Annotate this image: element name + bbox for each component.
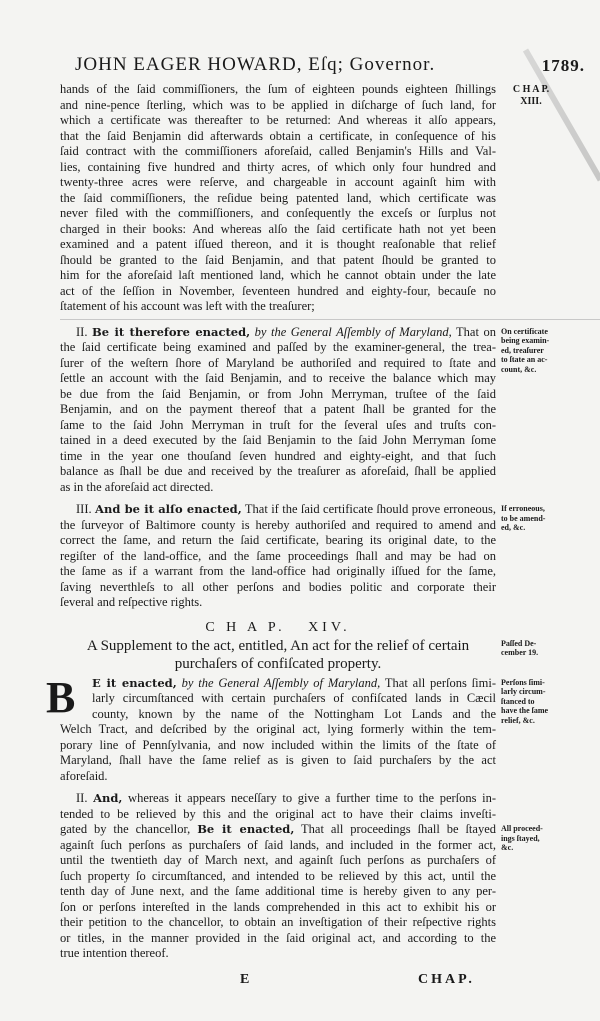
- text-line: porary line of Pennſylvania, and now included within the limits of the ſtate of: [60, 737, 496, 752]
- margin-note-line: to be amend-: [501, 513, 546, 523]
- margin-note-line: count, &c.: [501, 364, 537, 374]
- margin-note-passed: [501, 639, 591, 658]
- chapter-14-head: [60, 619, 539, 673]
- text: gated by the chancellor,: [60, 822, 191, 836]
- signature-mark: E: [240, 971, 253, 987]
- divider: [60, 319, 600, 320]
- text-line: be due from the ſaid Benjamin, or from John Merryman, truſtee of the ſaid: [60, 386, 496, 401]
- text-line: act of the ſeſſion in November, ſeventeen hundred and eighty-four, becauſe no: [60, 283, 496, 298]
- text-line: tained in a deed executed by the ſaid Benjamin to the ſaid John Merryman ſome: [60, 433, 496, 447]
- text-line: ſhould be granted to the ſaid Benjamin, and that patent ſhould be granted to: [60, 252, 496, 267]
- margin-note-line: ed, &c.: [501, 523, 526, 532]
- text-line: ſettle an account with the ſaid Benjamin, and to receive the balance which may: [60, 371, 496, 385]
- text-line: tended to be relieved by this and the original act to have their claims inveſti-: [60, 806, 496, 821]
- text-line: [60, 822, 496, 838]
- text-line: as in the aforeſaid act directed.: [60, 479, 214, 494]
- text: That on: [456, 324, 496, 339]
- text-line: never filed with the commiſſioners, and conſequently the exceſs or ſurplus not: [60, 206, 496, 220]
- margin-note-line: If erroneous,: [501, 504, 545, 513]
- clause-word: And,: [93, 791, 123, 805]
- text-line: againſt ſuch perſons as purchaſers of ſaid lands, and included in the former act,: [60, 837, 496, 852]
- text: whereas it appears neceſſary to give a further time to the perſons in-: [128, 791, 497, 805]
- margin-note-line: being examin-: [501, 336, 550, 345]
- section-number: II.: [76, 791, 88, 805]
- text-line: ſaving neverthleſs to all other perſons and bodies politic and corporate their: [60, 579, 496, 594]
- paragraph-preamble: [60, 82, 550, 315]
- text-line: [60, 791, 496, 807]
- margin-note-line: ed, treaſurer: [501, 345, 544, 355]
- text-line: time in the year one thouſand ſeven hundred and eighty-eight, and that ſuch: [60, 448, 496, 463]
- margin-note-line: &c.: [501, 843, 514, 852]
- text-line: ſon or perſons intereſted in the lands comprehended in this act to exhibit his or: [60, 899, 496, 914]
- enacting-clause: Be it enacted,: [197, 822, 295, 836]
- text-line: their petition to the chancellor, to obtain an inveſtigation of their reſpective rights: [60, 915, 496, 929]
- text-line: examined and a patent iſſued thereon, and it is thought reaſonable that relief: [60, 237, 496, 251]
- margin-note-proceedings: [501, 824, 591, 853]
- text-line: twenty-three acres were reſerve, and chargeable in account againſt him with: [60, 175, 496, 189]
- text-line: ſuch property ſo circumſtanced, and intended to be relieved by this act, until the: [60, 868, 496, 883]
- text-line: Benjamin, and on the payment thereof that a patent ſhall be granted for the: [60, 402, 496, 416]
- text-line: and nine-pence ſterling, which was to be applied in diſcharge of ſuch land, for: [60, 97, 496, 112]
- page-body: [46, 82, 550, 992]
- text-line: ſurer of the weſtern ſhore of Maryland be authoriſed and required to ſtate and: [60, 355, 496, 370]
- margin-note-line: ings ſtayed,: [501, 833, 540, 843]
- text: That all perſons ſimi-: [384, 675, 496, 690]
- section-number: II.: [76, 324, 88, 339]
- text-line: lies, containing five hundred and thirty acres, of which only four hundred and: [60, 159, 496, 174]
- margin-chap-13: [501, 84, 561, 108]
- text-line: county, known by the name of the Nottingham Lot Lands and the: [92, 706, 496, 721]
- text-line: hands of the ſaid commiſſioners, the ſum of eighteen pounds eighteen ſhillings: [60, 82, 496, 96]
- text-line: larly circumſtanced with certain purchaſers of confiſcated lands in Cæcil: [92, 691, 496, 705]
- margin-note-line: Perſons ſimi-: [501, 677, 545, 687]
- text-line: ſtatement of his account was left with the treaſurer;: [60, 299, 315, 313]
- margin-note-certificate: [501, 327, 591, 375]
- section-2: [60, 324, 550, 496]
- text-line: ſeveral and reſpective rights.: [60, 595, 203, 609]
- text-line: correct the ſame, and return the ſaid certificate, bearing its original date, to the: [60, 533, 496, 547]
- section-3-first-line: [60, 502, 496, 518]
- spacer: [60, 495, 496, 502]
- enacting-clause: Be it therefore enacted,: [92, 324, 251, 339]
- page-footer: [60, 972, 496, 992]
- text-line: Welch Tract, and deſcribed by the original act, lying formerly within the tem-: [60, 722, 496, 736]
- text-line: regiſter of the land-office, and the ſame proceedings ſhall and may be had on: [60, 548, 496, 563]
- margin-note-line: relief, &c.: [501, 715, 535, 725]
- text-line: true intention thereof.: [60, 946, 169, 960]
- section-number: III.: [76, 502, 92, 516]
- section-3: [60, 502, 546, 611]
- enacting-clause: And be it alſo enacted,: [95, 502, 242, 516]
- margin-note-line: have the ſame: [501, 706, 549, 715]
- chapter-title-line: A Supplement to the act, entitled, An act for the relief of certain: [86, 637, 470, 654]
- chapter-title: [60, 637, 496, 673]
- text-line: the ſurveyor of Baltimore county is hereby authoriſed and required to amend and: [60, 517, 496, 532]
- text-line: which a certificate was thereafter to be returned: And whereas it alſo appears,: [60, 113, 496, 127]
- margin-note-persons: [501, 678, 591, 726]
- text-line: until the twentieth day of March next, and againſt ſuch perſons as purchaſers of: [60, 853, 496, 867]
- enacting-clause: E it enacted,: [92, 675, 177, 690]
- text: That if the ſaid certificate ſhould prove erroneous,: [244, 502, 496, 516]
- text: That all proceedings ſhall be ſtayed: [301, 822, 496, 836]
- text-line: tenth day of June next, and the ſame additional time is hereby given to any per-: [60, 884, 496, 898]
- catchword: CHAP.: [418, 971, 475, 987]
- text-line: aforeſaid.: [60, 768, 108, 783]
- chapter-heading: C H A P. XIV.: [205, 619, 351, 635]
- opening-first-line: [60, 676, 496, 692]
- enacting-authority: by the General Aſſembly of Maryland,: [254, 324, 452, 339]
- text-line: the ſame as if a warrant from the land-office had originally iſſued for the ſame,: [60, 564, 496, 578]
- margin-note-line: C H A P.: [512, 84, 550, 95]
- margin-note-erroneous: [501, 504, 591, 533]
- spacer: [60, 784, 496, 791]
- text-line: the ſaid commiſſioners, the reſidue being patented land, which certificate was: [60, 190, 496, 205]
- text-line: or titles, in the manner provided in the ſaid original act, and according to the: [60, 930, 496, 945]
- section-2-chap-14: [60, 791, 543, 962]
- text-line: him for the aforeſaid laſt mentioned land, which he cannot obtain under the late: [60, 268, 496, 282]
- text-line: that the ſaid Benjamin did afterwards obtain a certificate, in conſequence of his: [60, 128, 496, 143]
- text-line: balance as ſhall be due and received by the treaſurer as aforeſaid, ſhall be applied: [60, 464, 496, 478]
- margin-note-line: XIII.: [520, 96, 542, 107]
- header-title: JOHN EAGER HOWARD, Eſq; Governor.: [75, 54, 436, 75]
- section-2-first-line: [60, 325, 496, 341]
- chapter-title-line: purchaſers of confiſcated property.: [174, 655, 382, 672]
- text-line: charged in their books: And whereas alſo the ſaid certificate hath not yet been: [60, 221, 496, 236]
- drop-cap: B: [46, 672, 76, 722]
- text-line: Maryland, ſhall have the ſame relief as is given to ſaid purchaſers by the act: [60, 753, 496, 767]
- text-line: the ſaid certificate being examined and paſſed by the examiner-general, the trea-: [60, 340, 496, 354]
- margin-note-line: ſtanced to: [501, 696, 535, 706]
- margin-note-line: to ſtate an ac-: [501, 355, 548, 364]
- text-line: ſaid contract with the commiſſioners aforeſaid, called Benjamin's Hills and Val-: [60, 144, 496, 158]
- text-line: ſame to the ſaid John Merryman in truſt for the ſeveral uſes and truſts con-: [60, 417, 496, 432]
- enacting-authority: by the General Aſſembly of Maryland,: [181, 675, 381, 690]
- chapter-14-opening: [46, 672, 549, 785]
- margin-note-line: larly circum-: [501, 687, 546, 696]
- margin-note-line: cember 19.: [501, 648, 539, 657]
- header-year: 1789.: [541, 56, 585, 75]
- margin-note-line: On certificate: [501, 326, 548, 336]
- margin-note-line: All proceed-: [501, 824, 543, 833]
- margin-note-line: Paſſed De-: [501, 638, 537, 648]
- running-header: [75, 54, 585, 78]
